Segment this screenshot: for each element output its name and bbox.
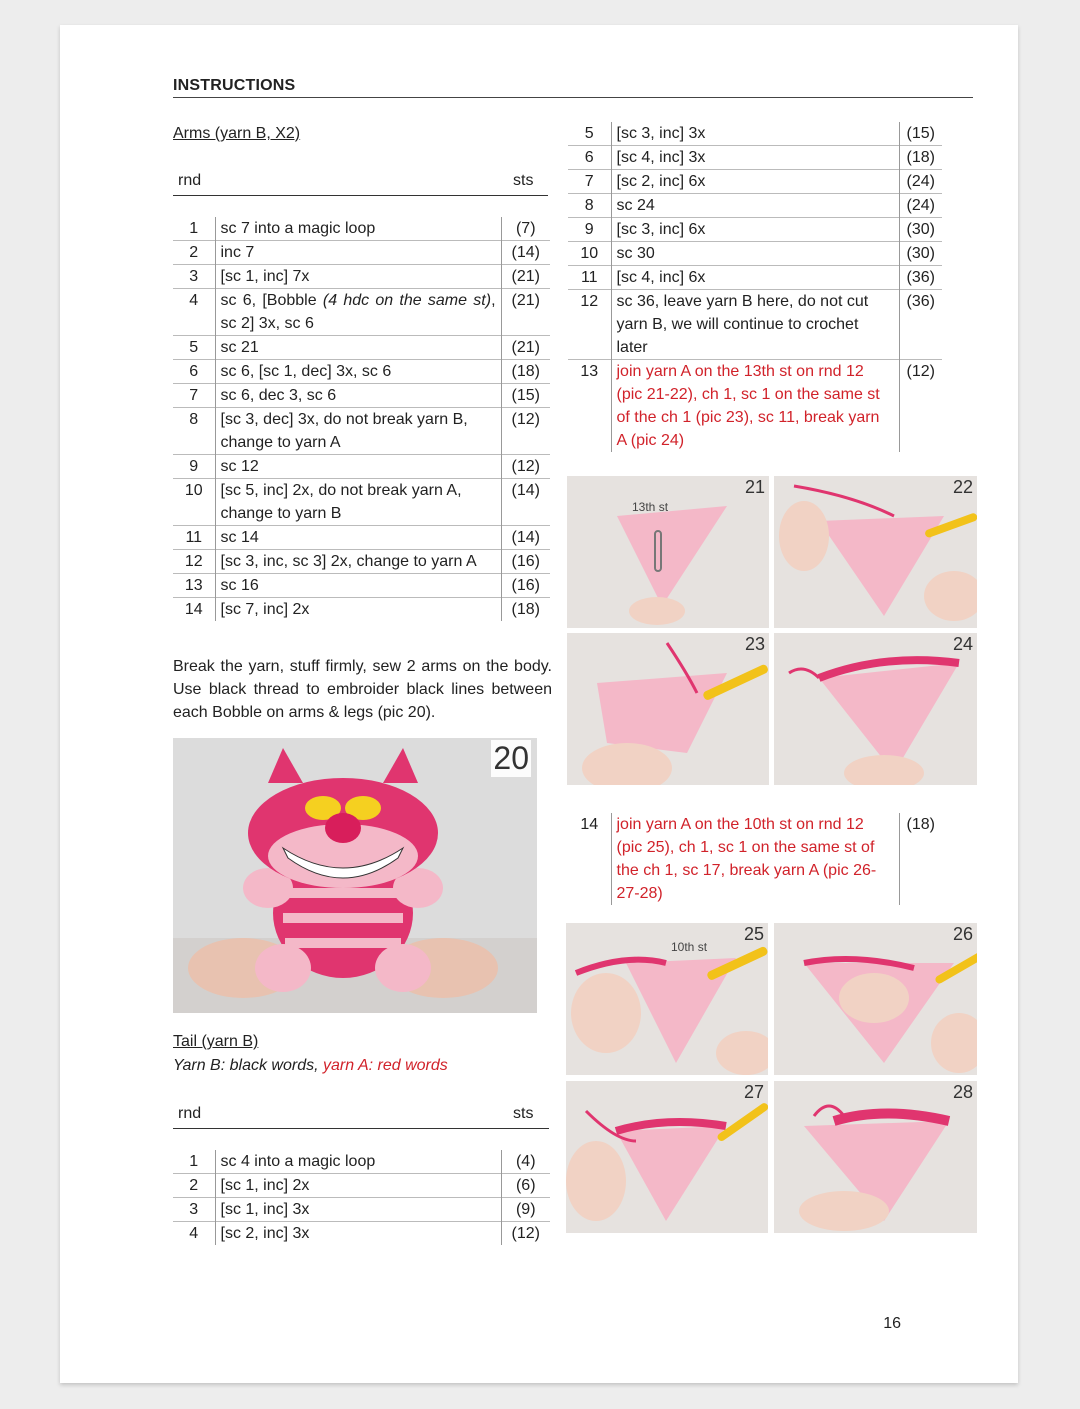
heading-rule bbox=[173, 97, 973, 98]
crochet-photo-image bbox=[774, 1081, 977, 1233]
table-row: 7 sc 6, dec 3, sc 6 (15) bbox=[173, 384, 550, 408]
row-14-table bbox=[568, 813, 942, 905]
tail-col-sts: sts bbox=[513, 1105, 534, 1122]
photo-21: 21 13th st bbox=[567, 476, 769, 628]
document-page bbox=[60, 25, 1018, 1383]
table-row: 4 [sc 2, inc] 3x (12) bbox=[173, 1222, 550, 1246]
table-row: 6 sc 6, [sc 1, dec] 3x, sc 6 (18) bbox=[173, 360, 550, 384]
arms-finish-text: Break the yarn, stuff firmly, sew 2 arms on the body. Use black thread to embroider black lines between each Bobble on arms & legs (pic 20). bbox=[173, 658, 552, 721]
crochet-photo-image bbox=[566, 923, 768, 1075]
arms-col-rnd: rnd bbox=[178, 172, 202, 189]
tail-title: Tail (yarn B) bbox=[173, 1033, 259, 1050]
page-heading: INSTRUCTIONS bbox=[173, 77, 296, 94]
table-row: 3 [sc 1, inc] 3x (9) bbox=[173, 1198, 550, 1222]
table-row: 2 [sc 1, inc] 2x (6) bbox=[173, 1174, 550, 1198]
table-row: 7 [sc 2, inc] 6x (24) bbox=[568, 170, 942, 194]
page-number: 16 bbox=[883, 1315, 901, 1332]
photo-20-cheshire-cat bbox=[173, 738, 537, 1013]
table-row: 14 join yarn A on the 10th st on rnd 12 (pic 25), ch 1, sc 1 on the same st of the ch 1, sc 17, break yarn A (pic 26-27-28) (18) bbox=[568, 813, 942, 905]
photo-number: 20 bbox=[493, 740, 529, 776]
table-row: 8 sc 24 (24) bbox=[568, 194, 942, 218]
photo-25: 25 10th st bbox=[566, 923, 768, 1075]
table-row: 1 sc 4 into a magic loop (4) bbox=[173, 1150, 550, 1174]
table-row: 2 inc 7 (14) bbox=[173, 241, 550, 265]
table-row: 9 sc 12 (12) bbox=[173, 455, 550, 479]
photo-22: 22 bbox=[774, 476, 977, 628]
tail-continued-table bbox=[568, 122, 942, 452]
table-row: 3 [sc 1, inc] 7x (21) bbox=[173, 265, 550, 289]
tail-pattern-table bbox=[173, 1150, 550, 1245]
table-row: 5 [sc 3, inc] 3x (15) bbox=[568, 122, 942, 146]
cheshire-cat-image bbox=[173, 738, 537, 1013]
photo-26: 26 bbox=[774, 923, 977, 1075]
table-row: 10 sc 30 (30) bbox=[568, 242, 942, 266]
table-row: 10 [sc 5, inc] 2x, do not break yarn A, change to yarn B (14) bbox=[173, 479, 550, 526]
arms-title: Arms (yarn B, X2) bbox=[173, 125, 301, 142]
tail-col-rnd: rnd bbox=[178, 1105, 202, 1122]
crochet-photo-image bbox=[567, 476, 769, 628]
table-row: 14 [sc 7, inc] 2x (18) bbox=[173, 598, 550, 622]
table-row: 4 sc 6, [Bobble (4 hdc on the same st), sc 2] 3x, sc 6 (21) bbox=[173, 289, 550, 336]
crochet-photo-image bbox=[774, 633, 977, 785]
arms-pattern-table bbox=[173, 217, 550, 621]
table-row: 9 [sc 3, inc] 6x (30) bbox=[568, 218, 942, 242]
table-row: 1 sc 7 into a magic loop (7) bbox=[173, 217, 550, 241]
table-row: 12 sc 36, leave yarn B here, do not cut yarn B, we will continue to crochet later (36) bbox=[568, 290, 942, 360]
table-row: 8 [sc 3, dec] 3x, do not break yarn B, change to yarn A (12) bbox=[173, 408, 550, 455]
table-row: 12 [sc 3, inc, sc 3] 2x, change to yarn A (16) bbox=[173, 550, 550, 574]
table-row: 13 join yarn A on the 13th st on rnd 12 (pic 21-22), ch 1, sc 1 on the same st of the ch 1 (pic 23), sc 11, break yarn A (pic 24) (12) bbox=[568, 360, 942, 453]
arms-header-rule bbox=[173, 195, 548, 196]
table-row: 13 sc 16 (16) bbox=[173, 574, 550, 598]
color-legend: Yarn B: black words, yarn A: red words bbox=[173, 1057, 448, 1074]
arms-col-sts: sts bbox=[513, 172, 534, 189]
table-row: 11 [sc 4, inc] 6x (36) bbox=[568, 266, 942, 290]
tail-header-rule bbox=[173, 1128, 549, 1129]
photo-27: 27 bbox=[566, 1081, 768, 1233]
crochet-photo-image bbox=[774, 476, 977, 628]
table-row: 5 sc 21 (21) bbox=[173, 336, 550, 360]
crochet-photo-image bbox=[774, 923, 977, 1075]
crochet-photo-image bbox=[567, 633, 769, 785]
photo-23: 23 bbox=[567, 633, 769, 785]
table-row: 11 sc 14 (14) bbox=[173, 526, 550, 550]
crochet-photo-image bbox=[566, 1081, 768, 1233]
photo-28: 28 bbox=[774, 1081, 977, 1233]
table-row: 6 [sc 4, inc] 3x (18) bbox=[568, 146, 942, 170]
photo-24: 24 bbox=[774, 633, 977, 785]
